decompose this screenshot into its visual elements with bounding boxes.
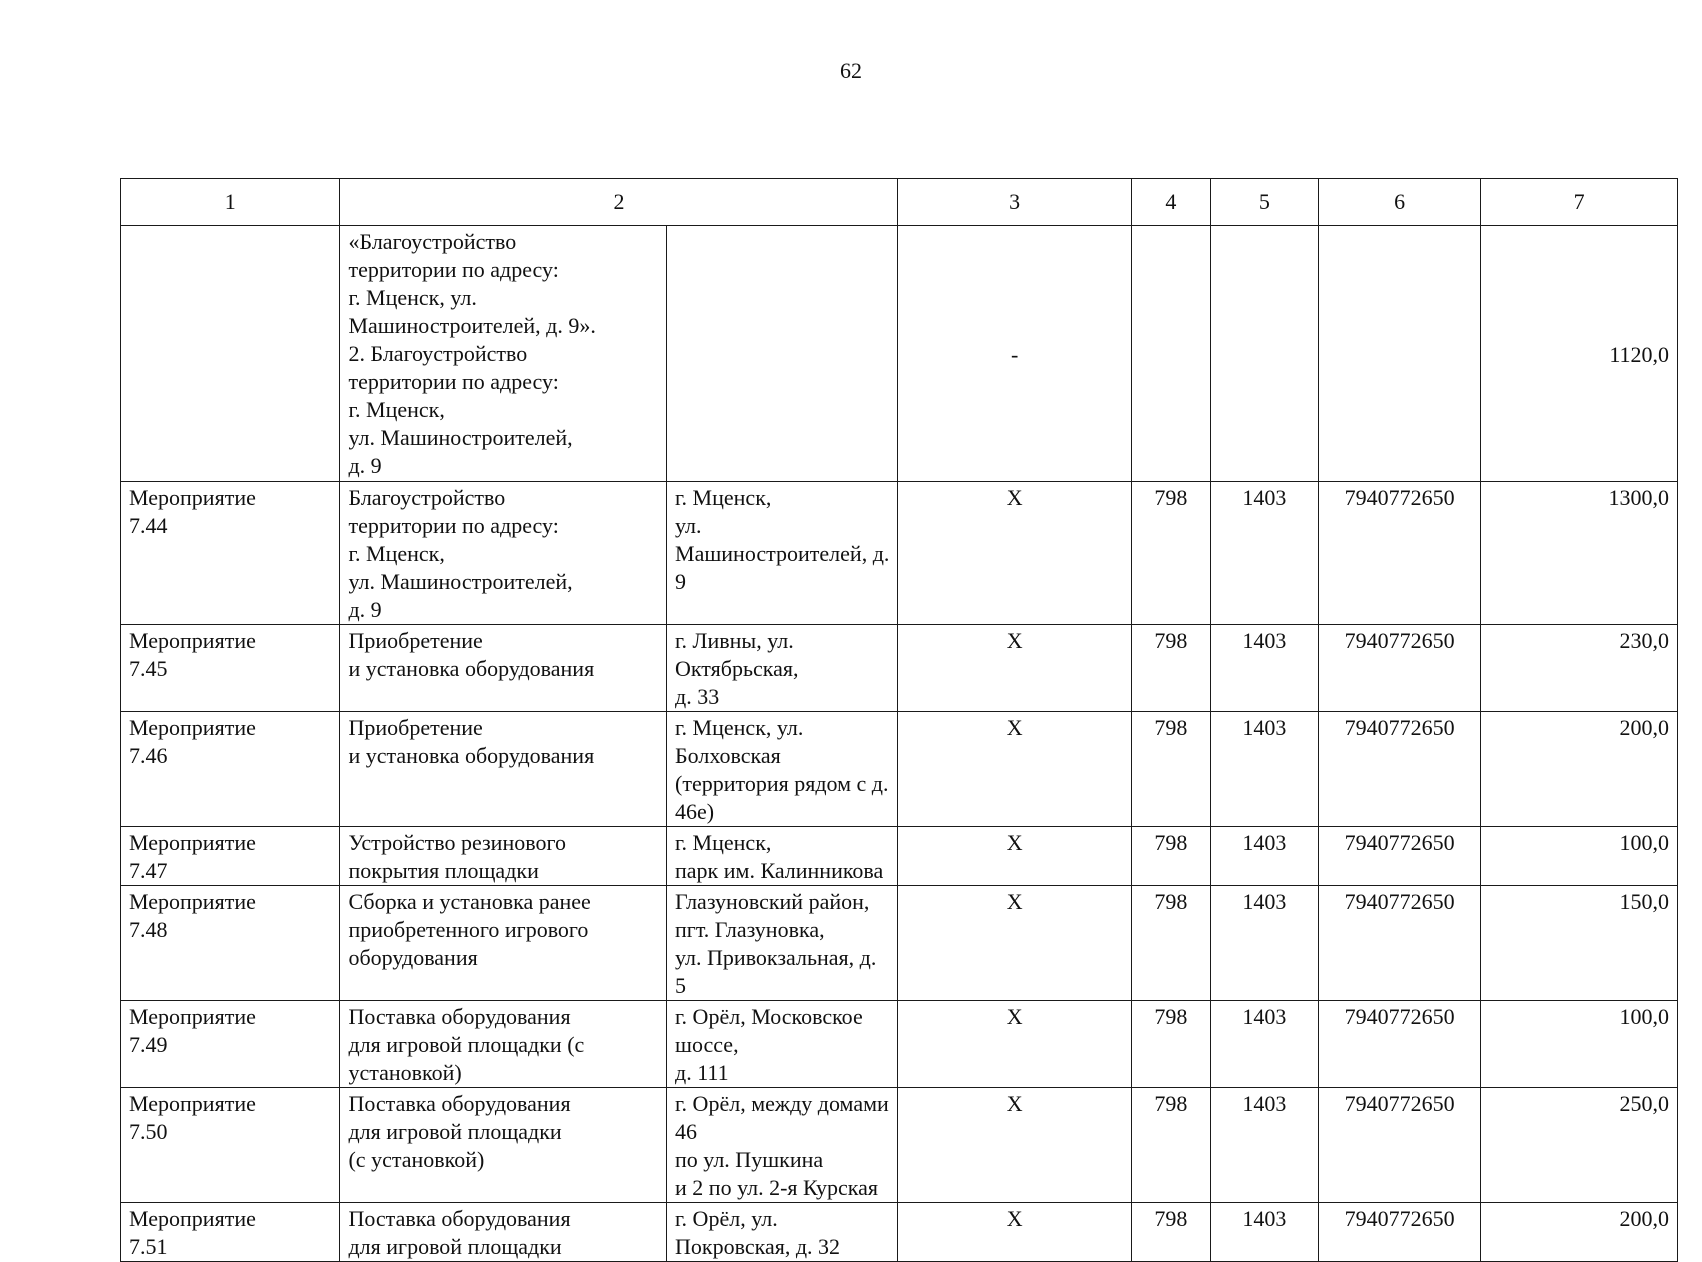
cell-event: Мероприятие 7.49 bbox=[121, 1001, 340, 1088]
cell-address: г. Орёл, ул. Покровская, д. 32 bbox=[667, 1203, 898, 1262]
header-col-1: 1 bbox=[121, 179, 340, 226]
cell-col-5: 1403 bbox=[1210, 712, 1318, 827]
cell-description: Сборка и установка ранее приобретенного игрового оборудования bbox=[340, 886, 667, 1001]
cell-col-5: 1403 bbox=[1210, 482, 1318, 625]
cell-col-6: 7940772650 bbox=[1318, 625, 1480, 712]
cell-col-4: 798 bbox=[1131, 1001, 1210, 1088]
cell-col-3: Х bbox=[898, 886, 1132, 1001]
cell-col-4 bbox=[1131, 226, 1210, 482]
header-col-3: 3 bbox=[898, 179, 1132, 226]
header-col-6: 6 bbox=[1318, 179, 1480, 226]
cell-description: Поставка оборудования для игровой площадки bbox=[340, 1203, 667, 1262]
cell-event: Мероприятие 7.44 bbox=[121, 482, 340, 625]
cell-col-3: Х bbox=[898, 712, 1132, 827]
cell-col-4: 798 bbox=[1131, 827, 1210, 886]
cell-col-6: 7940772650 bbox=[1318, 1088, 1480, 1203]
cell-event bbox=[121, 226, 340, 482]
cell-col-6: 7940772650 bbox=[1318, 886, 1480, 1001]
cell-col-4: 798 bbox=[1131, 886, 1210, 1001]
cell-col-3: Х bbox=[898, 1203, 1132, 1262]
cell-address: г. Орёл, между домами 46 по ул. Пушкина и 2 по ул. 2-я Курская bbox=[667, 1088, 898, 1203]
cell-address: Глазуновский район, пгт. Глазуновка, ул. Привокзальная, д. 5 bbox=[667, 886, 898, 1001]
cell-col-4: 798 bbox=[1131, 712, 1210, 827]
cell-col-4: 798 bbox=[1131, 482, 1210, 625]
cell-col-7: 1300,0 bbox=[1481, 482, 1678, 625]
cell-col-6: 7940772650 bbox=[1318, 712, 1480, 827]
cell-event: Мероприятие 7.46 bbox=[121, 712, 340, 827]
cell-address: г. Мценск, парк им. Калинникова bbox=[667, 827, 898, 886]
table-row bbox=[121, 1088, 1678, 1203]
cell-col-3: - bbox=[898, 226, 1132, 482]
cell-col-7: 230,0 bbox=[1481, 625, 1678, 712]
cell-description: Благоустройство территории по адресу: г. Мценск, ул. Машиностроителей, д. 9 bbox=[340, 482, 667, 625]
header-col-4: 4 bbox=[1131, 179, 1210, 226]
cell-description: Поставка оборудования для игровой площадки (с установкой) bbox=[340, 1088, 667, 1203]
cell-col-6: 7940772650 bbox=[1318, 1001, 1480, 1088]
cell-event: Мероприятие 7.48 bbox=[121, 886, 340, 1001]
cell-col-6: 7940772650 bbox=[1318, 1203, 1480, 1262]
header-col-5: 5 bbox=[1210, 179, 1318, 226]
cell-col-5: 1403 bbox=[1210, 886, 1318, 1001]
cell-address bbox=[667, 226, 898, 482]
table-row bbox=[121, 827, 1678, 886]
cell-col-7: 200,0 bbox=[1481, 712, 1678, 827]
table-row bbox=[121, 482, 1678, 625]
cell-col-5: 1403 bbox=[1210, 625, 1318, 712]
table-row bbox=[121, 226, 1678, 482]
document-table bbox=[120, 178, 1678, 1262]
table-row bbox=[121, 625, 1678, 712]
cell-description: Поставка оборудования для игровой площадки (с установкой) bbox=[340, 1001, 667, 1088]
cell-address: г. Мценск, ул. Болховская (территория рядом с д. 46е) bbox=[667, 712, 898, 827]
header-col-7: 7 bbox=[1481, 179, 1678, 226]
cell-col-3: Х bbox=[898, 1001, 1132, 1088]
header-row bbox=[121, 179, 1678, 226]
cell-col-3: Х bbox=[898, 1088, 1132, 1203]
cell-col-5 bbox=[1210, 226, 1318, 482]
cell-col-6: 7940772650 bbox=[1318, 482, 1480, 625]
cell-address: г. Ливны, ул. Октябрьская, д. 33 bbox=[667, 625, 898, 712]
cell-description: Приобретение и установка оборудования bbox=[340, 712, 667, 827]
cell-address: г. Мценск, ул. Машиностроителей, д. 9 bbox=[667, 482, 898, 625]
cell-col-7: 1120,0 bbox=[1481, 226, 1678, 482]
cell-description: Приобретение и установка оборудования bbox=[340, 625, 667, 712]
cell-col-3: Х bbox=[898, 827, 1132, 886]
cell-col-4: 798 bbox=[1131, 1088, 1210, 1203]
cell-col-6 bbox=[1318, 226, 1480, 482]
cell-col-7: 200,0 bbox=[1481, 1203, 1678, 1262]
table-row bbox=[121, 712, 1678, 827]
table-row bbox=[121, 886, 1678, 1001]
cell-col-5: 1403 bbox=[1210, 1088, 1318, 1203]
cell-description: «Благоустройство территории по адресу: г. Мценск, ул. Машиностроителей, д. 9». 2. Благоустройство территории по адресу: г. Мценск, ул. Машиностроителей, д. 9 bbox=[340, 226, 667, 482]
table-row bbox=[121, 1203, 1678, 1262]
cell-col-3: Х bbox=[898, 625, 1132, 712]
table-row bbox=[121, 1001, 1678, 1088]
cell-col-6: 7940772650 bbox=[1318, 827, 1480, 886]
cell-event: Мероприятие 7.51 bbox=[121, 1203, 340, 1262]
cell-col-3: Х bbox=[898, 482, 1132, 625]
cell-col-7: 250,0 bbox=[1481, 1088, 1678, 1203]
cell-col-5: 1403 bbox=[1210, 827, 1318, 886]
cell-address: г. Орёл, Московское шоссе, д. 111 bbox=[667, 1001, 898, 1088]
cell-col-5: 1403 bbox=[1210, 1203, 1318, 1262]
cell-event: Мероприятие 7.50 bbox=[121, 1088, 340, 1203]
cell-col-4: 798 bbox=[1131, 625, 1210, 712]
cell-col-7: 100,0 bbox=[1481, 827, 1678, 886]
cell-description: Устройство резинового покрытия площадки bbox=[340, 827, 667, 886]
cell-event: Мероприятие 7.45 bbox=[121, 625, 340, 712]
cell-col-4: 798 bbox=[1131, 1203, 1210, 1262]
cell-col-7: 100,0 bbox=[1481, 1001, 1678, 1088]
cell-event: Мероприятие 7.47 bbox=[121, 827, 340, 886]
cell-col-5: 1403 bbox=[1210, 1001, 1318, 1088]
page-number: 62 bbox=[840, 58, 862, 83]
cell-col-7: 150,0 bbox=[1481, 886, 1678, 1001]
header-col-2: 2 bbox=[340, 179, 898, 226]
